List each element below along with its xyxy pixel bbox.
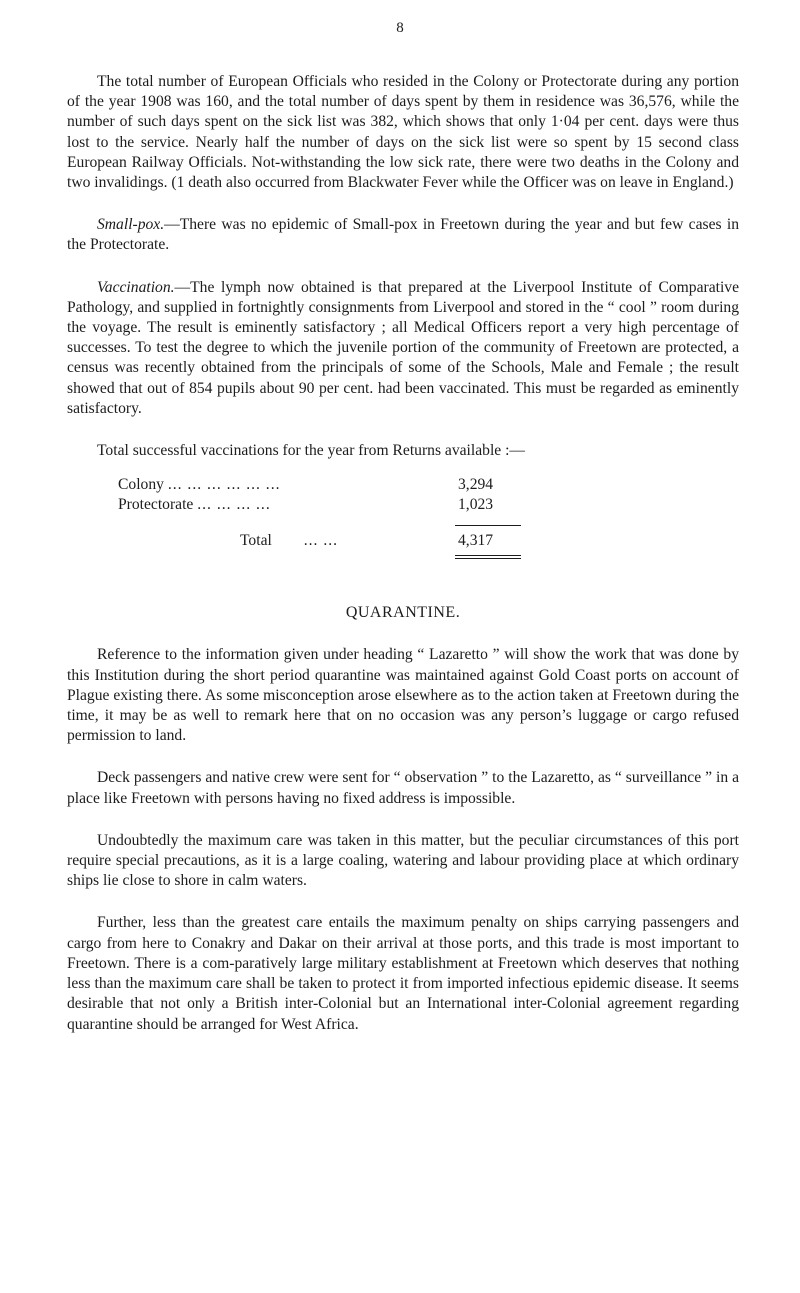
paragraph-text: —There was no epidemic of Small-pox in Freetown during the year and but few cases in the Protectorate. (67, 216, 739, 254)
paragraph-further-penalty: Further, less than the greatest care entails the maximum penalty on ships carrying passengers and cargo from here to Conakry and Dakar on their arrival at those ports, and this trade is most important to Freetown. There is a com-paratively large military establishment at Freetown which deserves that nothing less than the maximum care shall be taken to protect it from imported infectious epidemic disease. It seems desirable that not only a British inter-Colonial but an International inter-Colonial agreement regarding quarantine should be arranged for West Africa. (67, 914, 739, 1033)
table-row-label: Colony (118, 476, 164, 494)
table-row-leader-dots: ... ... ... ... (197, 496, 271, 514)
paragraph-deck-passengers: Deck passengers and native crew were sent for “ observation ” to the Lazaretto, as “ surveillance ” in a place like Freetown with persons having no fixed address is impossible. (67, 769, 739, 807)
paragraph-vaccination-totals-intro (67, 441, 739, 461)
paragraph-runin-vaccination: Vaccination. (97, 278, 175, 296)
table-row-total (240, 531, 494, 551)
paragraph-lazaretto-reference: Reference to the information given under heading “ Lazaretto ” will show the work that was done by this Institution during the short period quarantine was maintained against Gold Coast ports on account of Plague existing there. As some misconception arose elsewhere as to the action taken at Freetown during the time, it may be as well to remark here that on no occasion was any person’s luggage or cargo refused permission to land. (67, 646, 739, 745)
table-row-value: 3,294 (458, 476, 494, 494)
paragraph-vaccination (67, 278, 739, 419)
paragraph-maximum-care: Undoubtedly the maximum care was taken in this matter, but the peculiar circumstances of this port require special precautions, as it is a large coaling, watering and labour providing place at which ordinary ships lie close to shore in calm waters. (67, 831, 739, 890)
table-row-leader-dots: ... ... ... ... ... ... (167, 476, 281, 494)
paragraph-european-officials (67, 72, 739, 193)
paragraph-small-pox (67, 215, 739, 255)
total-double-rule (455, 555, 521, 559)
table-row-value: 1,023 (458, 496, 494, 514)
section-heading-quarantine: QUARANTINE. (345, 604, 461, 622)
table-row-protectorate (118, 495, 494, 515)
paragraph-text: The total number of European Officials who resided in the Colony or Protectorate during any portion of the year 1908 was 160, and the total number of days spent by them in residence was 36,576, while the number of such days spent on the sick list was 382, which shows that only 1·04 per cent. days were thus lost to the service. Nearly half the number of days on the sick list were so spent by 15 second class European Railway Officials. Not-withstanding the low sick rate, there were two deaths in the Colony and two invalidings. (1 death also occurred from Blackwater Fever while the Officer was on leave in England.) (67, 73, 739, 192)
table-row-colony (118, 475, 494, 495)
page-content (67, 72, 739, 1057)
table-total-label: Total (240, 532, 272, 550)
paragraph-text: Total successful vaccinations for the year from Returns available :— (97, 442, 526, 460)
table-row-leader-dots: ... ... (303, 532, 339, 550)
table-total-value: 4,317 (458, 532, 494, 550)
sum-rule (455, 525, 521, 526)
page-number: 8 (396, 20, 404, 36)
table-row-label: Protectorate (118, 496, 194, 514)
paragraph-text: —The lymph now obtained is that prepared at the Liverpool Institute of Comparative Pathology, and supplied in fortnightly consignments from Liverpool and stored in the “ cool ” room during the voyage. The result is eminently satisfactory ; all Medical Officers report a very high percentage of successes. To test the degree to which the juvenile portion of the community of Freetown are protected, a census was recently obtained from the principals of some of the Schools, Male and Female ; the result showed that out of 854 pupils about 90 per cent. had been vaccinated. This must be regarded as eminently satisfactory. (67, 278, 739, 417)
paragraph-runin-small-pox: Small-pox. (97, 216, 165, 234)
vaccination-table (118, 475, 598, 579)
